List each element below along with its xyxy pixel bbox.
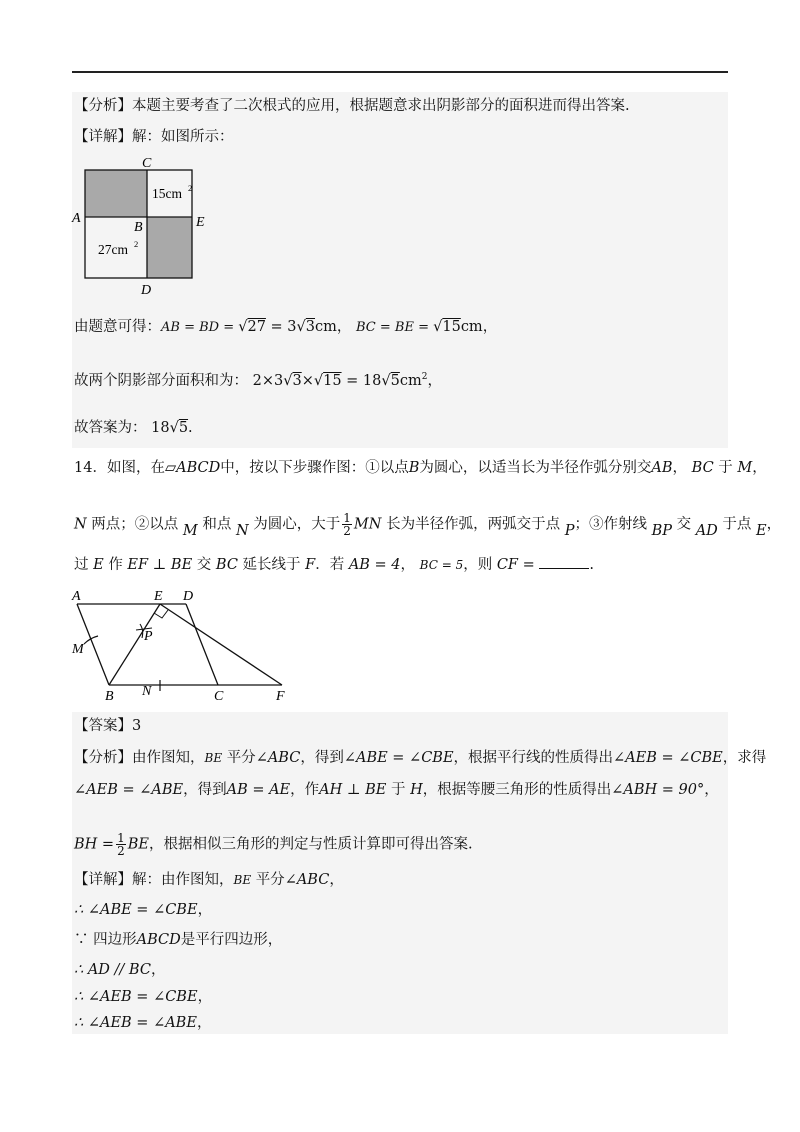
answer-value: 3 — [132, 718, 142, 734]
analysis-tag: 【分析】 — [74, 98, 132, 114]
q14-text: 于 — [718, 460, 733, 476]
q14-text: 中，按以下步骤作图：①以点 — [220, 460, 409, 476]
detail-2-step-1 — [74, 900, 212, 920]
fraction-half — [116, 832, 126, 857]
area-top-exp: 2 — [188, 183, 193, 193]
sqrt-sign: √ — [238, 319, 248, 335]
eq1-unit-1: cm — [315, 319, 337, 335]
sqrt-sign: √ — [313, 372, 324, 389]
fraction-denominator: 2 — [343, 524, 351, 538]
detail-1 — [74, 127, 234, 147]
detail-tag: 【详解】 — [74, 872, 132, 888]
d2-text: 是平行四边形， — [180, 932, 283, 948]
detail-text: 解：如图所示： — [132, 129, 234, 145]
eq1-lhs-2: BC = BE = — [356, 320, 434, 335]
eq3-end: . — [188, 420, 193, 436]
a2-text: ，根据等腰三角形的性质得出 — [422, 782, 612, 798]
eq2-exp: 2 — [421, 372, 428, 382]
a2-text: ，得到 — [300, 750, 344, 766]
q14-text: 长为半径作弧，两弧交于点 — [386, 516, 561, 533]
q14-text: 为圆心，以适当长为半径作弧分别交 — [419, 460, 652, 476]
detail-2-line-1 — [74, 870, 344, 890]
a2-math: BE — [127, 836, 149, 853]
a2-math: AH ⊥ BE — [319, 782, 387, 798]
eq1-radicand-2: 3 — [305, 319, 316, 335]
equation-3 — [74, 418, 193, 438]
eq2-radicand-2: 15 — [323, 372, 342, 389]
label-d: D — [141, 283, 152, 298]
q14-text: 为圆心，大于 — [253, 516, 341, 533]
d2-text: ， — [329, 872, 344, 888]
analysis-2-line-1 — [74, 748, 766, 768]
q14-text: 两点；②以点 — [91, 516, 179, 533]
area-top-label: 15cm — [152, 186, 182, 201]
eq2-c: = 18 — [341, 372, 382, 389]
d2-text: ， — [150, 962, 166, 978]
label-a: A — [72, 589, 81, 604]
label-b: B — [134, 220, 143, 235]
a2-text: 平分 — [226, 750, 256, 766]
analysis-2-line-3 — [74, 832, 473, 857]
detail-2-step-2 — [74, 930, 282, 950]
label-b: B — [105, 689, 114, 704]
shaded-region-bottom — [147, 217, 192, 278]
eq2-end: ， — [427, 372, 442, 389]
q14-math: BC — [215, 557, 238, 573]
analysis-1 — [74, 96, 630, 116]
q14-math: MN — [353, 516, 382, 533]
a2-math: H — [410, 782, 423, 798]
q14-math: E — [93, 557, 104, 573]
label-e: E — [196, 215, 205, 230]
d2-text: ， — [197, 989, 213, 1005]
label-c: C — [142, 156, 152, 171]
q14-text: 延长线于 — [242, 557, 301, 573]
q14-math: N — [74, 516, 87, 533]
d2-math: ∴ AD // BC — [74, 962, 151, 978]
a2-text: ，根据相似三角形的判定与性质计算即可得出答案. — [148, 836, 473, 853]
q14-math: M — [182, 522, 198, 539]
answer-line — [74, 716, 141, 736]
eq2-a: 2×3 — [252, 372, 284, 389]
d2-text: ∵ 四边形 — [74, 932, 137, 948]
sqrt-sign: √ — [433, 319, 443, 335]
d2-text: 解：由作图知， — [132, 872, 234, 888]
q14-math: AB — [651, 460, 673, 476]
area-bottom-exp: 2 — [134, 239, 139, 249]
equation-2 — [74, 367, 442, 391]
eq1-mid: = 3 — [265, 319, 297, 335]
d2-text: ， — [196, 1015, 212, 1031]
d2-text: 平分 — [255, 872, 285, 888]
detail-2-step-3 — [74, 960, 165, 980]
fraction-numerator: 1 — [117, 831, 125, 845]
fraction-denominator: 2 — [117, 844, 125, 858]
header-rule — [72, 71, 728, 73]
a2-text: 由作图知， — [132, 750, 205, 766]
area-bottom-label: 27cm — [98, 242, 128, 257]
fraction-half — [342, 512, 352, 537]
q14-text: 和点 — [202, 516, 232, 533]
parallelogram-figure — [64, 584, 304, 704]
sqrt-sign: √ — [296, 319, 306, 335]
a2-text: ， — [704, 782, 719, 798]
a2-text: ，作 — [290, 782, 320, 798]
eq1-unit-2: cm — [460, 319, 483, 335]
eq1-lhs: AB = BD = — [161, 320, 239, 335]
eq2-radicand-3: 5 — [390, 372, 400, 389]
q14-text: 交 — [196, 557, 212, 573]
eq1-radicand-3: 15 — [442, 319, 461, 335]
question-14-line-1 — [74, 458, 767, 478]
q14-text: 于点 — [722, 516, 752, 533]
a2-math: AB = AE — [226, 782, 291, 798]
q14-math: B — [408, 460, 420, 476]
q14-math: AB = 4 — [348, 557, 401, 573]
a2-math: ∠ABE = ∠CBE — [343, 750, 454, 766]
label-n: N — [142, 684, 152, 699]
detail-2-step-4 — [74, 987, 212, 1007]
analysis-tag: 【分析】 — [74, 750, 132, 766]
q14-math: CF = — [496, 557, 535, 573]
a2-text: ，根据平行线的性质得出 — [453, 750, 614, 766]
label-c: C — [214, 689, 224, 704]
d2-math: ABCD — [136, 932, 181, 948]
q14-math: E — [756, 522, 767, 539]
d2-math: ∴ ∠AEB = ∠ABE — [74, 1015, 197, 1031]
q14-text: ，则 — [463, 557, 493, 573]
q14-text: . — [589, 557, 594, 573]
q14-math: BC — [691, 460, 714, 476]
label-p: P — [144, 629, 153, 644]
q14-text: ．若 — [315, 557, 345, 573]
q14-math: AD — [695, 522, 718, 539]
q14-math: F — [305, 557, 316, 573]
question-14-line-2 — [74, 512, 781, 537]
q14-text: ；③作射线 — [574, 516, 647, 533]
eq1-radicand-1: 27 — [247, 319, 266, 335]
a2-math: ∠AEB = ∠CBE — [613, 750, 723, 766]
sqrt-sign: √ — [169, 420, 179, 436]
eq1-end: ， — [482, 319, 498, 335]
eq3-a: 18 — [151, 420, 170, 436]
q14-math: P — [564, 522, 575, 539]
q14-math: BC = 5 — [419, 558, 464, 572]
label-m: M — [72, 642, 84, 657]
q14-text: 交 — [676, 516, 692, 533]
detail-tag: 【详解】 — [74, 129, 132, 145]
square-figure — [64, 154, 224, 300]
analysis-text: 本题主要考查了二次根式的应用，根据题意求出阴影部分的面积进而得出答案. — [132, 98, 630, 114]
label-a: A — [72, 211, 81, 226]
q14-math: N — [235, 522, 249, 539]
answer-tag: 【答案】 — [74, 718, 132, 734]
d2-math: BE — [233, 873, 252, 887]
a2-math: ∠ABH = 90° — [611, 782, 705, 798]
a2-math: ∠AEB = ∠ABE — [74, 782, 184, 798]
q14-math: M — [737, 460, 753, 476]
eq3-lead: 故答案为： — [74, 420, 147, 436]
d2-math: ∠ABC — [284, 872, 330, 888]
sqrt-sign: √ — [283, 372, 293, 389]
d2-math: ∴ ∠ABE = ∠CBE — [74, 902, 198, 918]
q14-math: EF ⊥ BE — [127, 557, 193, 573]
a2-math: BH = — [74, 836, 115, 853]
a2-text: ，得到 — [183, 782, 227, 798]
q14-math: ▱ABCD — [164, 460, 221, 476]
shaded-region-top — [85, 170, 147, 217]
eq3-radicand: 5 — [178, 420, 189, 436]
question-14-line-3 — [74, 554, 594, 575]
q14-text: 作 — [108, 557, 123, 573]
q14-text: ， — [400, 557, 416, 573]
label-f: F — [276, 689, 285, 704]
eq2-times: × — [301, 372, 314, 389]
a2-math: BE — [204, 751, 223, 765]
q14-text: ， — [672, 460, 688, 476]
q14-text: 过 — [74, 557, 89, 573]
eq2-unit: cm — [399, 372, 422, 389]
answer-blank[interactable] — [539, 554, 589, 569]
a2-text: 于 — [390, 782, 406, 798]
label-e: E — [154, 589, 163, 604]
eq1-lead: 由题意可得： — [74, 319, 161, 335]
q14-text: 14．如图，在 — [74, 460, 165, 476]
equation-1 — [74, 317, 497, 338]
label-d: D — [183, 589, 194, 604]
eq2-lead: 故两个阴影部分面积和为： — [74, 372, 248, 389]
q14-text: ， — [766, 516, 782, 533]
detail-2-step-5 — [74, 1013, 211, 1033]
q14-math: BP — [651, 522, 672, 539]
d2-text: ， — [197, 902, 213, 918]
q14-text: ， — [752, 460, 767, 476]
eq1-sep: ， — [336, 319, 352, 335]
eq2-radicand-1: 3 — [292, 372, 302, 389]
analysis-2-line-2 — [74, 780, 719, 800]
fraction-numerator: 1 — [343, 511, 351, 525]
d2-math: ∴ ∠AEB = ∠CBE — [74, 989, 198, 1005]
a2-text: ，求得 — [722, 750, 767, 766]
sqrt-sign: √ — [381, 372, 391, 389]
a2-math: ∠ABC — [255, 750, 301, 766]
